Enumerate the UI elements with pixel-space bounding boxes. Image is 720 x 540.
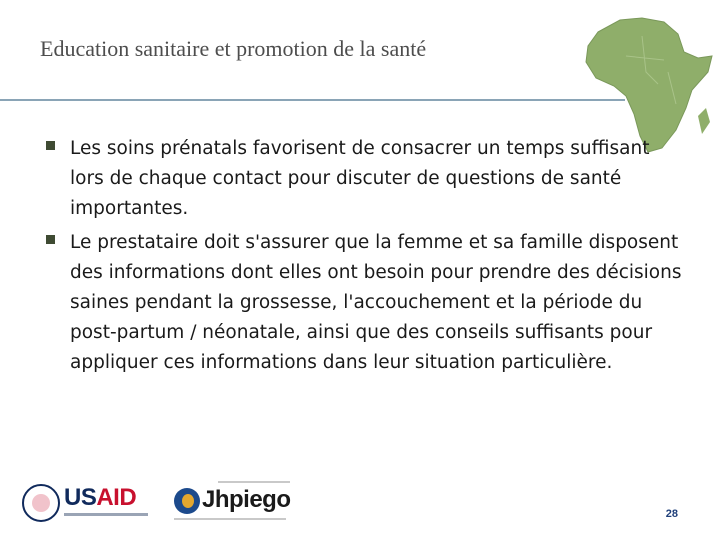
square-bullet-icon	[46, 141, 55, 150]
bullet-text: Les soins prénatals favorisent de consacrer un temps suffisant lors de chaque contact pour discuter de questions de santé importantes.	[70, 138, 650, 219]
page-number: 28	[665, 508, 678, 520]
title-divider	[0, 99, 625, 101]
jhpiego-tagline-bottom	[174, 518, 286, 520]
bullet-item	[46, 228, 686, 378]
square-bullet-icon	[46, 235, 55, 244]
bullet-list	[46, 134, 686, 382]
jhpiego-logo: Jhpiego	[202, 486, 291, 513]
jhpiego-tagline-top	[218, 481, 290, 483]
usaid-tagline	[64, 513, 148, 516]
footer-logos	[18, 474, 298, 530]
usaid-seal-logo	[22, 484, 60, 522]
bullet-item	[46, 134, 686, 224]
usaid-logo: USAID	[64, 484, 137, 511]
slide-title: Education sanitaire et promotion de la santé	[40, 36, 427, 61]
africa-map-icon	[580, 12, 715, 154]
bullet-text: Le prestataire doit s'assurer que la femme et sa famille disposent des informations dont elles ont besoin pour prendre des décisions saines pendant la grossesse, l'accouchement et la période du post-partum / néonatale, ainsi que des conseils suffisants pour appliquer ces informations dans leur situation particulière.	[70, 232, 682, 373]
jhpiego-mark-logo	[174, 488, 200, 514]
